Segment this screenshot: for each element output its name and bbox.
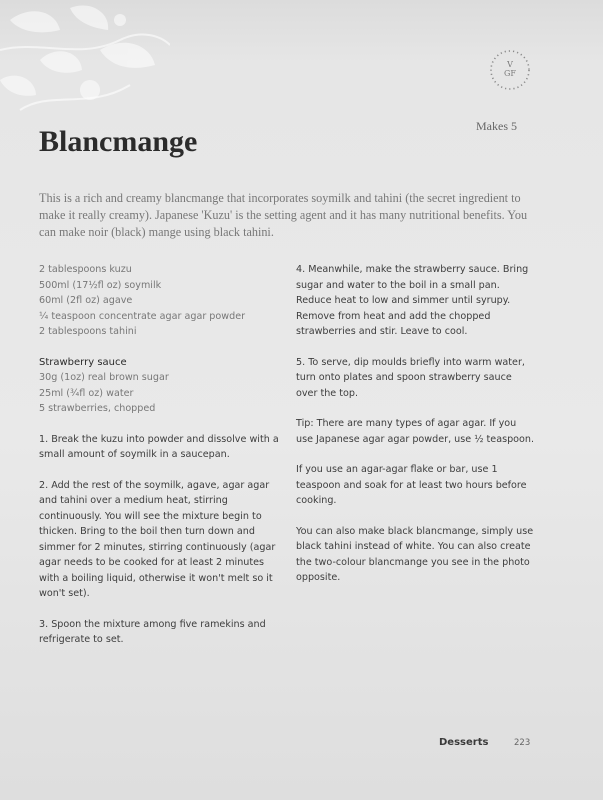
sauce-ingredient-item: 25ml (¾fl oz) water [39,387,134,399]
page-number: 223 [514,738,531,748]
method-step-5: 5. To serve, dip moulds briefly into warm water, turn onto plates and spoon strawberry sauce over the top. [296,356,525,399]
section-name: Desserts [439,737,489,748]
right-column [296,262,536,601]
ingredient-item: 2 tablespoons kuzu [39,264,132,275]
sauce-ingredient-item: 30g (1oz) real brown sugar [39,372,169,383]
left-column [39,262,279,663]
black-blancmange-note: You can also make black blancmange, simply use black tahini instead of white. You can also create the two-colour blancmange you see in the photo opposite. [296,525,534,583]
floral-decoration [0,0,170,120]
sauce-ingredient-item: 5 strawberries, chopped [39,403,156,414]
ingredient-list [39,262,279,340]
recipe-title: Blancmange [39,125,198,158]
sauce-heading: Strawberry sauce [39,356,127,368]
serving-yield: Makes 5 [476,119,517,133]
ingredient-item: ¼ teaspoon concentrate agar agar powder [39,310,246,322]
agar-flake-note: If you use an agar-agar flake or bar, use 1 teaspoon and soak for at least two hours before cooking. [296,464,527,506]
badge-vegan: V [507,60,513,69]
ingredient-item: 60ml (2fl oz) agave [39,295,133,306]
method-step-2: 2. Add the rest of the soymilk, agave, agar agar and tahini over a medium heat, stirring continuously. You will see the mixture begin to thicken. Bring to the boil then turn down and simmer for 2 minutes, stirring continuously (agar agar needs to be cooked for at least 2 minutes with a boiling liquid, otherwise it won't melt so it won't set). [39,479,276,599]
tip-note: Tip: There are many types of agar agar. If you use Japanese agar agar powder, use ½ teaspoon. [296,418,535,445]
ingredient-item: 500ml (17½fl oz) soymilk [39,279,162,291]
sauce-ingredient-list [39,370,279,417]
method-step-3: 3. Spoon the mixture among five ramekins and refrigerate to set. [39,618,266,645]
recipe-intro: This is a rich and creamy blancmange that incorporates soymilk and tahini (the secret ingredient to make it really creamy). Japanese 'Kuzu' is the setting agent and it has many nutritional benefits. You can make noir (black) mange using black tahini. [39,191,528,239]
badge-gluten-free: GF [504,69,516,78]
dietary-badge-label [488,60,532,78]
method-step-1: 1. Break the kuzu into powder and dissolve with a small amount of soymilk in a saucepan. [39,433,279,460]
method-step-4: 4. Meanwhile, make the strawberry sauce. Bring sugar and water to the boil in a small pan. Reduce heat to low and simmer until syrupy. Remove from heat and add the chopped strawberries and stir. Leave to cool. [296,264,529,337]
ingredient-item: 2 tablespoons tahini [39,326,137,337]
